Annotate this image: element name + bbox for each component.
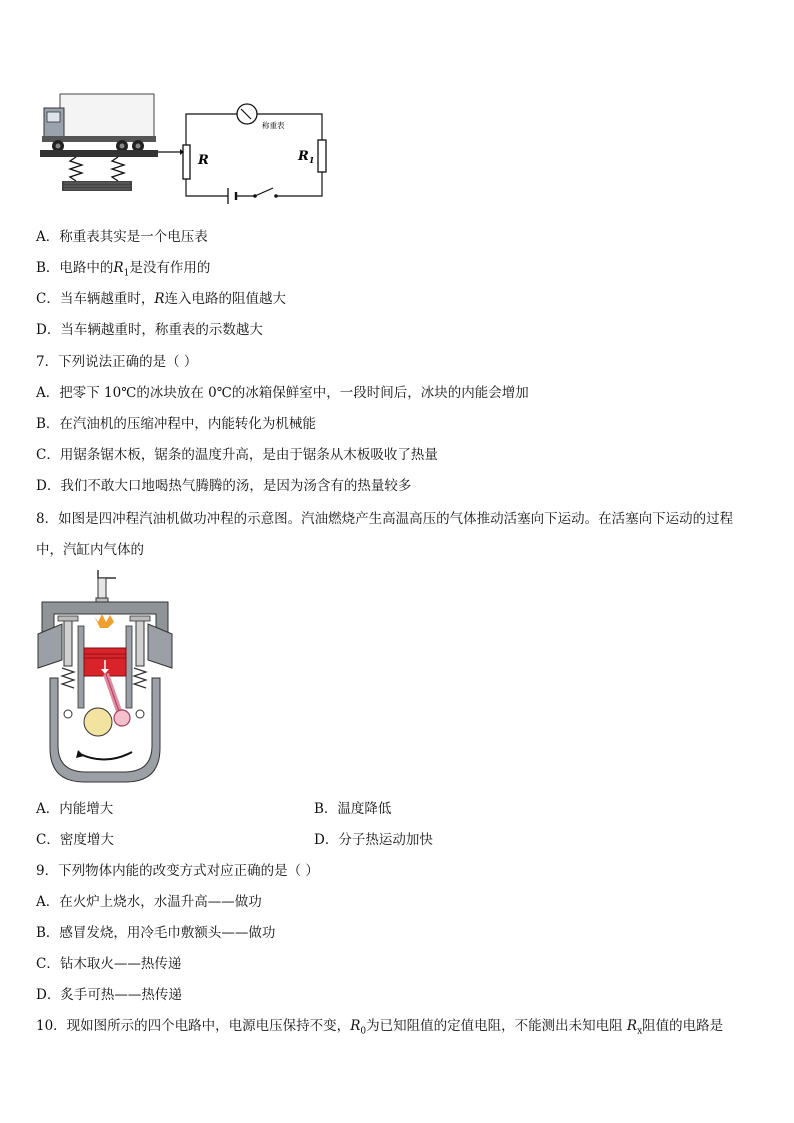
switch-icon: [255, 188, 273, 196]
truck-scale-circuit-figure: [40, 92, 340, 214]
q7-option-c: [36, 446, 438, 464]
q8-stem-line2: 中，汽缸内气体的: [36, 542, 144, 558]
q9-option-c: [36, 955, 181, 973]
spring-left-icon: [70, 157, 82, 181]
q7-option-d: [36, 477, 411, 495]
q6-option-c-letter: C．: [36, 291, 60, 307]
q6-option-a-text: 称重表其实是一个电压表: [59, 229, 208, 245]
q6-option-c-post: 连入电路的阻值越大: [164, 291, 287, 307]
scale-platform: [40, 150, 158, 157]
q6-option-d: [36, 321, 263, 339]
q9-option-c-text: 钻木取火——热传递: [59, 956, 182, 972]
q10-var-rx: R: [626, 1018, 638, 1034]
q7-option-b-text: 在汽油机的压缩冲程中，内能转化为机械能: [59, 416, 316, 432]
resistor-r1-label: R: [298, 149, 309, 164]
q9-option-d-text: 炙手可热——热传递: [60, 987, 182, 1003]
resistor-r1-subscript: 1: [308, 155, 315, 165]
exhaust-valve: [136, 618, 144, 666]
resistor-r-label: R: [198, 153, 209, 168]
q6-option-b-letter: B．: [36, 260, 60, 276]
q6-option-a: [36, 228, 208, 246]
q7-option-b-letter: B．: [36, 416, 60, 432]
q6-option-b-sub: 1: [123, 268, 130, 279]
q7-option-c-text: 用锯条锯木板，锯条的温度升高，是由于锯条从木板吸收了热量: [59, 447, 438, 463]
spark-flame-icon: [94, 614, 114, 628]
svg-text:R1: [297, 149, 314, 165]
crankshaft-wheel: [84, 708, 112, 736]
q8-option-d: [314, 831, 433, 849]
intake-spring-icon: [62, 668, 74, 688]
q8-option-c: [36, 831, 114, 849]
q7-option-d-letter: D．: [36, 478, 61, 494]
q8-stem-line1: 8．如图是四冲程汽油机做功冲程的示意图。汽油燃烧产生高温高压的气体推动活塞向下运动。在活塞向下运动的过程: [36, 511, 734, 527]
q7-option-a-text: 把零下 10℃的冰块放在 0℃的冰箱保鲜室中，一段时间后，冰块的内能会增加: [59, 385, 529, 401]
spring-right-icon: [112, 157, 124, 181]
q9-option-a-letter: A．: [36, 894, 60, 910]
q6-option-c: [36, 290, 286, 308]
rotation-arrow-icon: [80, 752, 132, 760]
q10-var-r0-sub: 0: [360, 1026, 367, 1037]
q10-stem-post: 阻值的电路是: [642, 1018, 724, 1034]
q8-option-a: [36, 800, 113, 818]
q8-option-a-text: 内能增大: [59, 801, 114, 817]
q9-option-b-text: 感冒发烧，用冷毛巾敷额头——做功: [59, 925, 276, 941]
q9-option-b-letter: B．: [36, 925, 60, 941]
q6-option-c-var: R: [154, 291, 165, 307]
meter-label: 称重表: [262, 121, 285, 130]
q8-option-b: [314, 800, 391, 818]
q6-option-d-letter: D．: [36, 322, 61, 338]
q9-stem: 9．下列物体内能的改变方式对应正确的是（ ）: [36, 863, 319, 879]
rheostat-r: [183, 145, 190, 179]
q10-var-rx-sub: x: [637, 1026, 643, 1037]
q7-option-a: [36, 384, 529, 402]
q10-var-r0: R: [350, 1018, 361, 1034]
q6-option-b-var: R: [113, 260, 124, 276]
q7-option-b: [36, 415, 316, 433]
q10-stem: [36, 1017, 723, 1041]
q8-option-d-text: 分子热运动加快: [338, 832, 433, 848]
q10-stem-pre: 10．现如图所示的四个电路中，电源电压保持不变，: [36, 1018, 351, 1034]
q7-option-d-text: 我们不敢大口地喝热气腾腾的汤，是因为汤含有的热量较多: [60, 478, 412, 494]
q7-option-c-letter: C．: [36, 447, 60, 463]
q9-option-c-letter: C．: [36, 956, 60, 972]
engine-power-stroke-figure: [36, 568, 174, 788]
exhaust-spring-icon: [134, 668, 146, 688]
resistor-r1: [318, 140, 326, 172]
truck-illustration: [42, 94, 156, 152]
q8-option-a-letter: A．: [36, 801, 60, 817]
q8-option-d-letter: D．: [314, 832, 339, 848]
weighing-meter-icon: [237, 104, 257, 124]
q6-option-b: [36, 259, 210, 283]
q9-option-b: [36, 924, 275, 942]
q6-option-a-letter: A．: [36, 229, 60, 245]
q9-option-a: [36, 893, 262, 911]
q8-option-c-letter: C．: [36, 832, 60, 848]
q6-option-c-pre: 当车辆越重时，: [59, 291, 155, 307]
q7-stem: 7．下列说法正确的是（ ）: [36, 354, 198, 370]
q6-option-b-pre: 电路中的: [59, 260, 114, 276]
q6-option-b-post: 是没有作用的: [129, 260, 211, 276]
q8-option-b-letter: B．: [314, 801, 338, 817]
q6-option-d-text: 当车辆越重时，称重表的示数越大: [60, 322, 263, 338]
q10-stem-mid: 为已知阻值的定值电阻，不能测出未知电阻: [366, 1018, 627, 1034]
q7-option-a-letter: A．: [36, 385, 60, 401]
q8-option-b-text: 温度降低: [337, 801, 392, 817]
q9-option-d-letter: D．: [36, 987, 61, 1003]
intake-valve: [64, 618, 72, 666]
q9-option-a-text: 在火炉上烧水，水温升高——做功: [59, 894, 262, 910]
q9-option-d: [36, 986, 182, 1004]
q8-option-c-text: 密度增大: [59, 832, 114, 848]
